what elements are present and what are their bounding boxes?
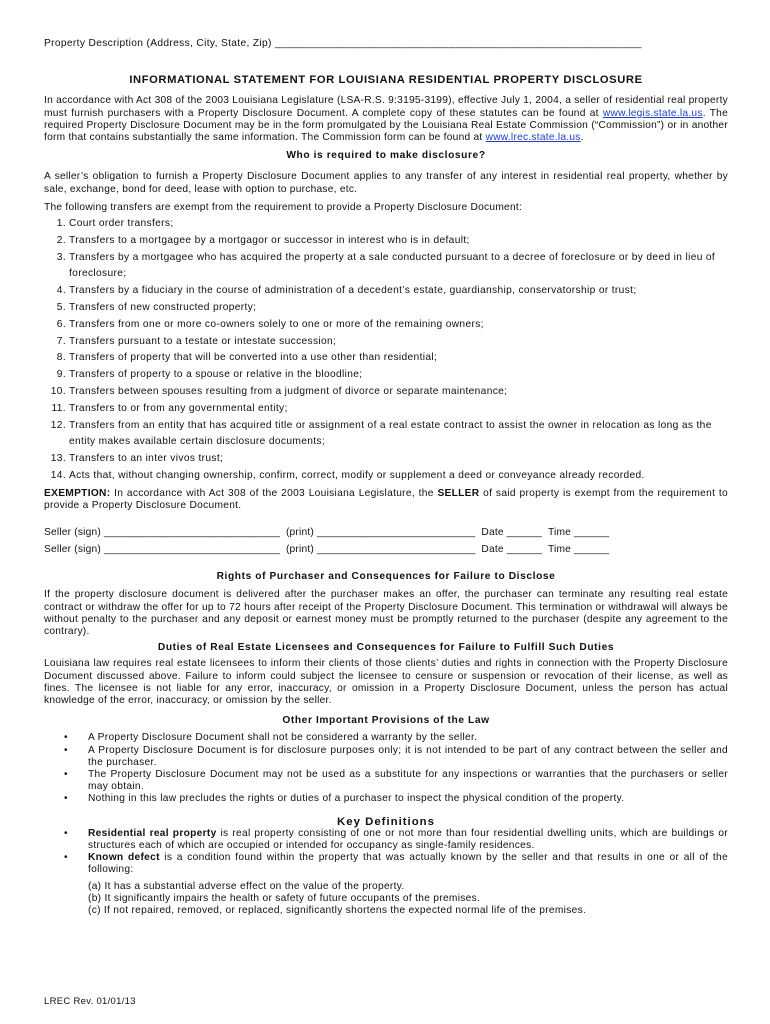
other-provisions-heading: Other Important Provisions of the Law [282, 715, 490, 727]
list-item: 5. Transfers of new constructed property; [56, 302, 257, 314]
list-item: 7. Transfers pursuant to a testate or intestate succession; [56, 335, 337, 347]
seller-signature-row[interactable] [44, 541, 728, 558]
list-item: 1. Court order transfers; [56, 218, 174, 230]
key-definitions-heading: Key Definitions [337, 815, 435, 828]
duties-heading: Duties of Real Estate Licensees and Consequences for Failure to Fulfill Such Duties [157, 642, 615, 654]
seller-sign-field[interactable]: Seller (sign) ______________________________ [44, 544, 280, 556]
list-item: 11. Transfers to or from any governmental entity; [51, 402, 288, 414]
list-item: 10. Transfers between spouses resulting from a judgment of divorce or separate maintenance; [50, 386, 508, 397]
rights-heading: Rights of Purchaser and Consequences for Failure to Disclose [216, 571, 556, 583]
lrec-link[interactable]: www.lrec.state.la.us [485, 132, 581, 144]
list-item: 8. Transfers of property that will be converted into a use other than residential; [56, 352, 438, 364]
exemption-paragraph: EXEMPTION: In accordance with Act 308 of the 2003 Louisiana Legislature, the SELLER of said property is exempt from the requirement to provide a Property Disclosure Document. [44, 487, 728, 511]
seller-date-field[interactable]: Date ______ [481, 527, 542, 539]
seller-date-field[interactable]: Date ______ [481, 544, 542, 556]
list-item: 12. Transfers from an entity that has acquired title or assignment of a real estate contract to assist the owner in relocation as long as the entity makes available certain disclosure documents; [50, 419, 712, 448]
known-defect-sub-b: (b) It significantly impairs the health or safety of future occupants of the premises. [88, 892, 481, 904]
list-item: • The Property Disclosure Document may not be used as a substitute for any inspections or warranties that the purchasers or seller may obtain. [64, 769, 728, 793]
list-item: 13. Transfers to an inter vivos trust; [50, 453, 224, 465]
list-item: • A Property Disclosure Document shall not be considered a warranty by the seller. [64, 732, 478, 744]
seller-sign-field[interactable]: Seller (sign) ______________________________ [44, 527, 280, 539]
list-item: • Residential real property is real property consisting of one or not more than four residential dwelling units, which are buildings or structures each of which are occupied or intended for occupancy as single-family residences. [64, 827, 728, 852]
known-defect-sub-a: (a) It has a substantial adverse effect on the value of the property. [88, 880, 405, 892]
list-item: • A Property Disclosure Document is for disclosure purposes only; it is not intended to be part of any contract between the seller and the purchaser. [64, 744, 728, 768]
list-item: 3. Transfers by a mortgagee who has acquired the property at a sale conducted pursuant to a decree of foreclosure or by deed in lieu of foreclosure; [56, 251, 716, 280]
who-heading: Who is required to make disclosure? [286, 150, 486, 162]
other-provisions-list [44, 732, 728, 805]
rights-paragraph: If the property disclosure document is delivered after the purchaser makes an offer, the purchaser can terminate any resulting real estate contract or withdraw the offer for up to 72 hours after receipt of the Property Disclosure Document. This termination or withdrawal will always be without penalty to the purchaser and any deposit or earnest money must be promptly returned to the purchaser (despite any agreement to the contrary). [44, 589, 728, 637]
list-item: 14. Acts that, without changing ownership, confirm, correct, modify or supplement a deed or conveyance already recorded. [50, 469, 645, 481]
property-description-line[interactable]: Property Description (Address, City, State, Zip) _____________________________________________________________ [44, 38, 642, 49]
page-title: INFORMATIONAL STATEMENT FOR LOUISIANA RESIDENTIAL PROPERTY DISCLOSURE [129, 74, 643, 87]
seller-print-field[interactable]: (print) ___________________________ [285, 544, 476, 556]
seller-print-field[interactable]: (print) ___________________________ [285, 527, 476, 539]
seller-signature-row[interactable] [44, 524, 728, 541]
legis-link[interactable]: www.legis.state.la.us [602, 107, 703, 119]
list-item: 9. Transfers of property to a spouse or relative in the bloodline; [56, 369, 363, 381]
definitions-list [44, 828, 728, 877]
intro-paragraph: In accordance with Act 308 of the 2003 Louisiana Legislature (LSA-R.S. 9:3195-3199), effective July 1, 2004, a seller of residential real property must furnish purchasers with a Property Disclosure Document. A complete copy of these statutes can be found at www.legis.state.la.us. The required Property Disclosure Document may be in the form promulgated by the Louisiana Real Estate Commission (“Commission”) or in another form that contains substantially the same information. The Commission form can be found at www.lrec.state.la.us. [44, 95, 729, 144]
list-item: • Known defect is a condition found within the property that was actually known by the seller and that results in one or all of the following: [64, 852, 728, 876]
disclosure-page [44, 34, 728, 917]
seller-time-field[interactable]: Time ______ [547, 527, 610, 539]
list-item: 6. Transfers from one or more co-owners solely to one or more of the remaining owners; [56, 318, 484, 330]
known-defect-sub-c: (c) If not repaired, removed, or replaced, significantly shortens the expected normal life of the premises. [88, 905, 587, 917]
duties-paragraph: Louisiana law requires real estate licensees to inform their clients of those clients’ duties and rights in connection with the Property Disclosure Document discussed above. Failure to inform could subject the licensee to censure or suspension or revocation of their license, as well as fines. The licensee is not liable for any error, inaccuracy, or omission in a Property Disclosure Document, unless the person has actual knowledge of the error, inaccuracy, or omission by the seller. [44, 658, 728, 707]
form-revision-footer: LREC Rev. 01/01/13 [44, 996, 136, 1007]
list-item: 2. Transfers to a mortgagee by a mortgagor or successor in interest who is in default; [56, 234, 470, 246]
obligation-paragraph: A seller’s obligation to furnish a Property Disclosure Document applies to any transfer of any interest in residential real property, whether by sale, exchange, bond for deed, lease with option to purchase, etc. [44, 171, 728, 195]
exempt-transfers-list [44, 216, 728, 485]
list-item: • Nothing in this law precludes the rights or duties of a purchaser to inspect the physical condition of the property. [64, 793, 625, 805]
seller-time-field[interactable]: Time ______ [547, 544, 610, 556]
list-item: 4. Transfers by a fiduciary in the course of administration of a decedent’s estate, guardianship, conservatorship or trust; [56, 285, 637, 297]
exempt-intro: The following transfers are exempt from the requirement to provide a Property Disclosure Document: [44, 201, 523, 213]
